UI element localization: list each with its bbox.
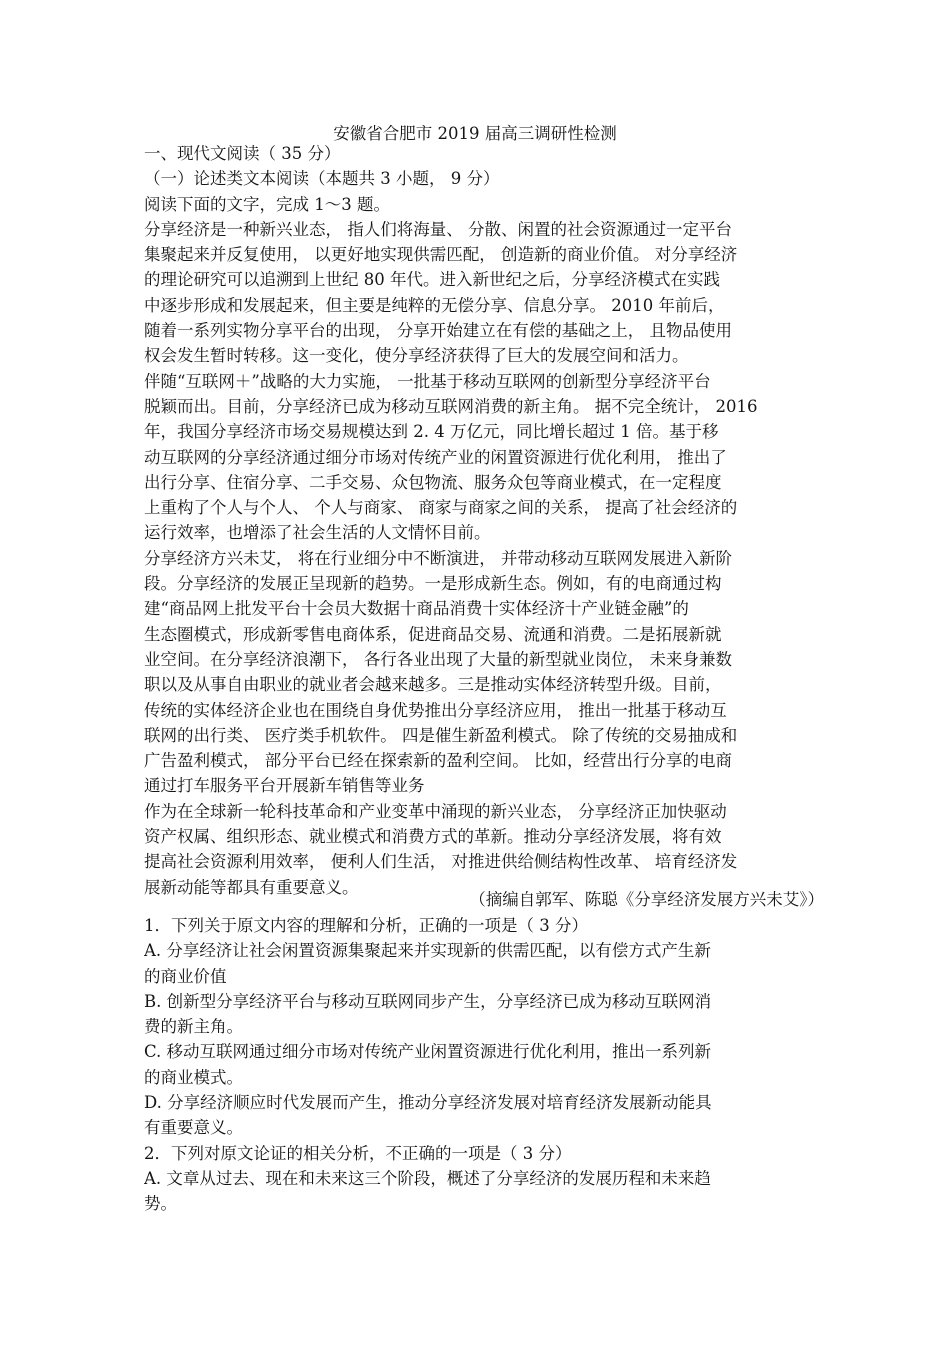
question-line: B. 创新型分享经济平台与移动互联网同步产生，分享经济已成为移动互联网消 [144, 991, 712, 1011]
text-line: 建“商品网上批发平台十会员大数据十商品消费十实体经济十产业链金融”的 [144, 599, 689, 619]
text-line: 广告盈利模式， 部分平台已经在探索新的盈利空间。 比如，经营出行分享的电商 [144, 751, 732, 771]
question-line: A. 文章从过去、现在和未来这三个阶段，概述了分享经济的发展历程和未来趋 [144, 1168, 711, 1188]
text-line: 传统的实体经济企业也在围绕自身优势推出分享经济应用， 推出一批基于移动互 [144, 700, 727, 720]
text-line: 阅读下面的文字，完成 1～3 题。 [144, 194, 390, 214]
question-line: 费的新主角。 [144, 1017, 243, 1037]
passage-body [144, 141, 824, 900]
question-line: 的商业模式。 [144, 1067, 243, 1087]
question-line: 1．下列关于原文内容的理解和分析，正确的一项是（ 3 分） [144, 916, 588, 935]
text-line: 伴随“互联网＋”战略的大力实施， 一批基于移动互联网的创新型分享经济平台 [144, 371, 711, 391]
question-line: 的商业价值 [144, 966, 227, 986]
text-line: 运行效率，也增添了社会生活的人文情怀目前。 [144, 523, 491, 543]
question-line: 有重要意义。 [144, 1118, 243, 1138]
document-title: 安徽省合肥市 2019 届高三调研性检测 [333, 124, 617, 143]
text-line: 动互联网的分享经济通过细分市场对传统产业的闲置资源进行优化利用， 推出了 [144, 447, 727, 467]
question-line: A. 分享经济让社会闲置资源集聚起来并实现新的供需匹配，以有偿方式产生新 [144, 941, 711, 961]
text-line: 提高社会资源利用效率， 便利人们生活， 对推进供给侧结构性改革、 培育经济发 [144, 852, 738, 872]
text-line: 资产权属、组织形态、就业模式和消费方式的革新。推动分享经济发展，将有效 [144, 827, 722, 847]
source-citation: （摘编自郭军、陈聪《分享经济发展方兴未艾》） [469, 890, 824, 909]
text-line: （一）论述类文本阅读（本题共 3 小题， 9 分） [144, 169, 500, 189]
question-line: C. 移动互联网通过细分市场对传统产业闲置资源进行优化利用，推出一系列新 [144, 1042, 712, 1062]
question-line: 势。 [144, 1194, 177, 1214]
text-line: 作为在全球新一轮科技革命和产业变革中涌现的新兴业态， 分享经济正加快驱动 [144, 801, 727, 821]
text-line: 联网的出行类、 医疗类手机软件。 四是催生新盈利模式。 除了传统的交易抽成和 [144, 725, 738, 745]
text-line: 权会发生暂时转移。这一变化，使分享经济获得了巨大的发展空间和活力。 [144, 346, 689, 366]
text-line: 一、现代文阅读（ 35 分） [144, 144, 341, 163]
question-line: D. 分享经济顺应时代发展而产生，推动分享经济发展对培育经济发展新动能具 [144, 1093, 712, 1113]
text-line: 集聚起来并反复使用， 以更好地实现供需匹配， 创造新的商业价值。 对分享经济 [144, 245, 738, 265]
text-line: 出行分享、住宿分享、二手交易、众包物流、服务众包等商业模式，在一定程度 [144, 472, 722, 492]
text-line: 业空间。在分享经济浪潮下， 各行各业出现了大量的新型就业岗位， 未来身兼数 [144, 649, 732, 669]
text-line: 段。分享经济的发展正呈现新的趋势。一是形成新生态。例如，有的电商通过构 [144, 574, 722, 594]
text-line: 随着一系列实物分享平台的出现， 分享开始建立在有偿的基础之上， 且物品使用 [144, 321, 732, 341]
question-line: 2．下列对原文论证的相关分析，不正确的一项是（ 3 分） [144, 1143, 572, 1163]
text-line: 通过打车服务平台开展新车销售等业务 [144, 776, 425, 796]
text-line: 的理论研究可以追溯到上世纪 80 年代。进入新世纪之后，分享经济模式在实践 [144, 270, 720, 290]
text-line: 职以及从事自由职业的就业者会越来越多。三是推动实体经济转型升级。目前， [144, 675, 722, 695]
text-line: 展新动能等都具有重要意义。 [144, 877, 359, 897]
questions-section [144, 913, 824, 1217]
text-line: 分享经济是一种新兴业态， 指人们将海量、 分散、闲置的社会资源通过一定平台 [144, 219, 732, 239]
text-line: 脱颖而出。目前，分享经济已成为移动互联网消费的新主角。 据不完全统计， 2016 [144, 396, 758, 416]
text-line: 年，我国分享经济市场交易规模达到 2. 4 万亿元，同比增长超过 1 倍。基于移 [144, 422, 719, 442]
text-line: 中逐步形成和发展起来，但主要是纯粹的无偿分享、信息分享。 2010 年前后， [144, 295, 725, 315]
text-line: 分享经济方兴未艾， 将在行业细分中不断演进， 并带动移动互联网发展进入新阶 [144, 548, 732, 568]
text-line: 生态圈模式，形成新零售电商体系，促进商品交易、流通和消费。二是拓展新就 [144, 624, 722, 644]
text-line: 上重构了个人与个人、 个人与商家、 商家与商家之间的关系， 提高了社会经济的 [144, 498, 738, 518]
